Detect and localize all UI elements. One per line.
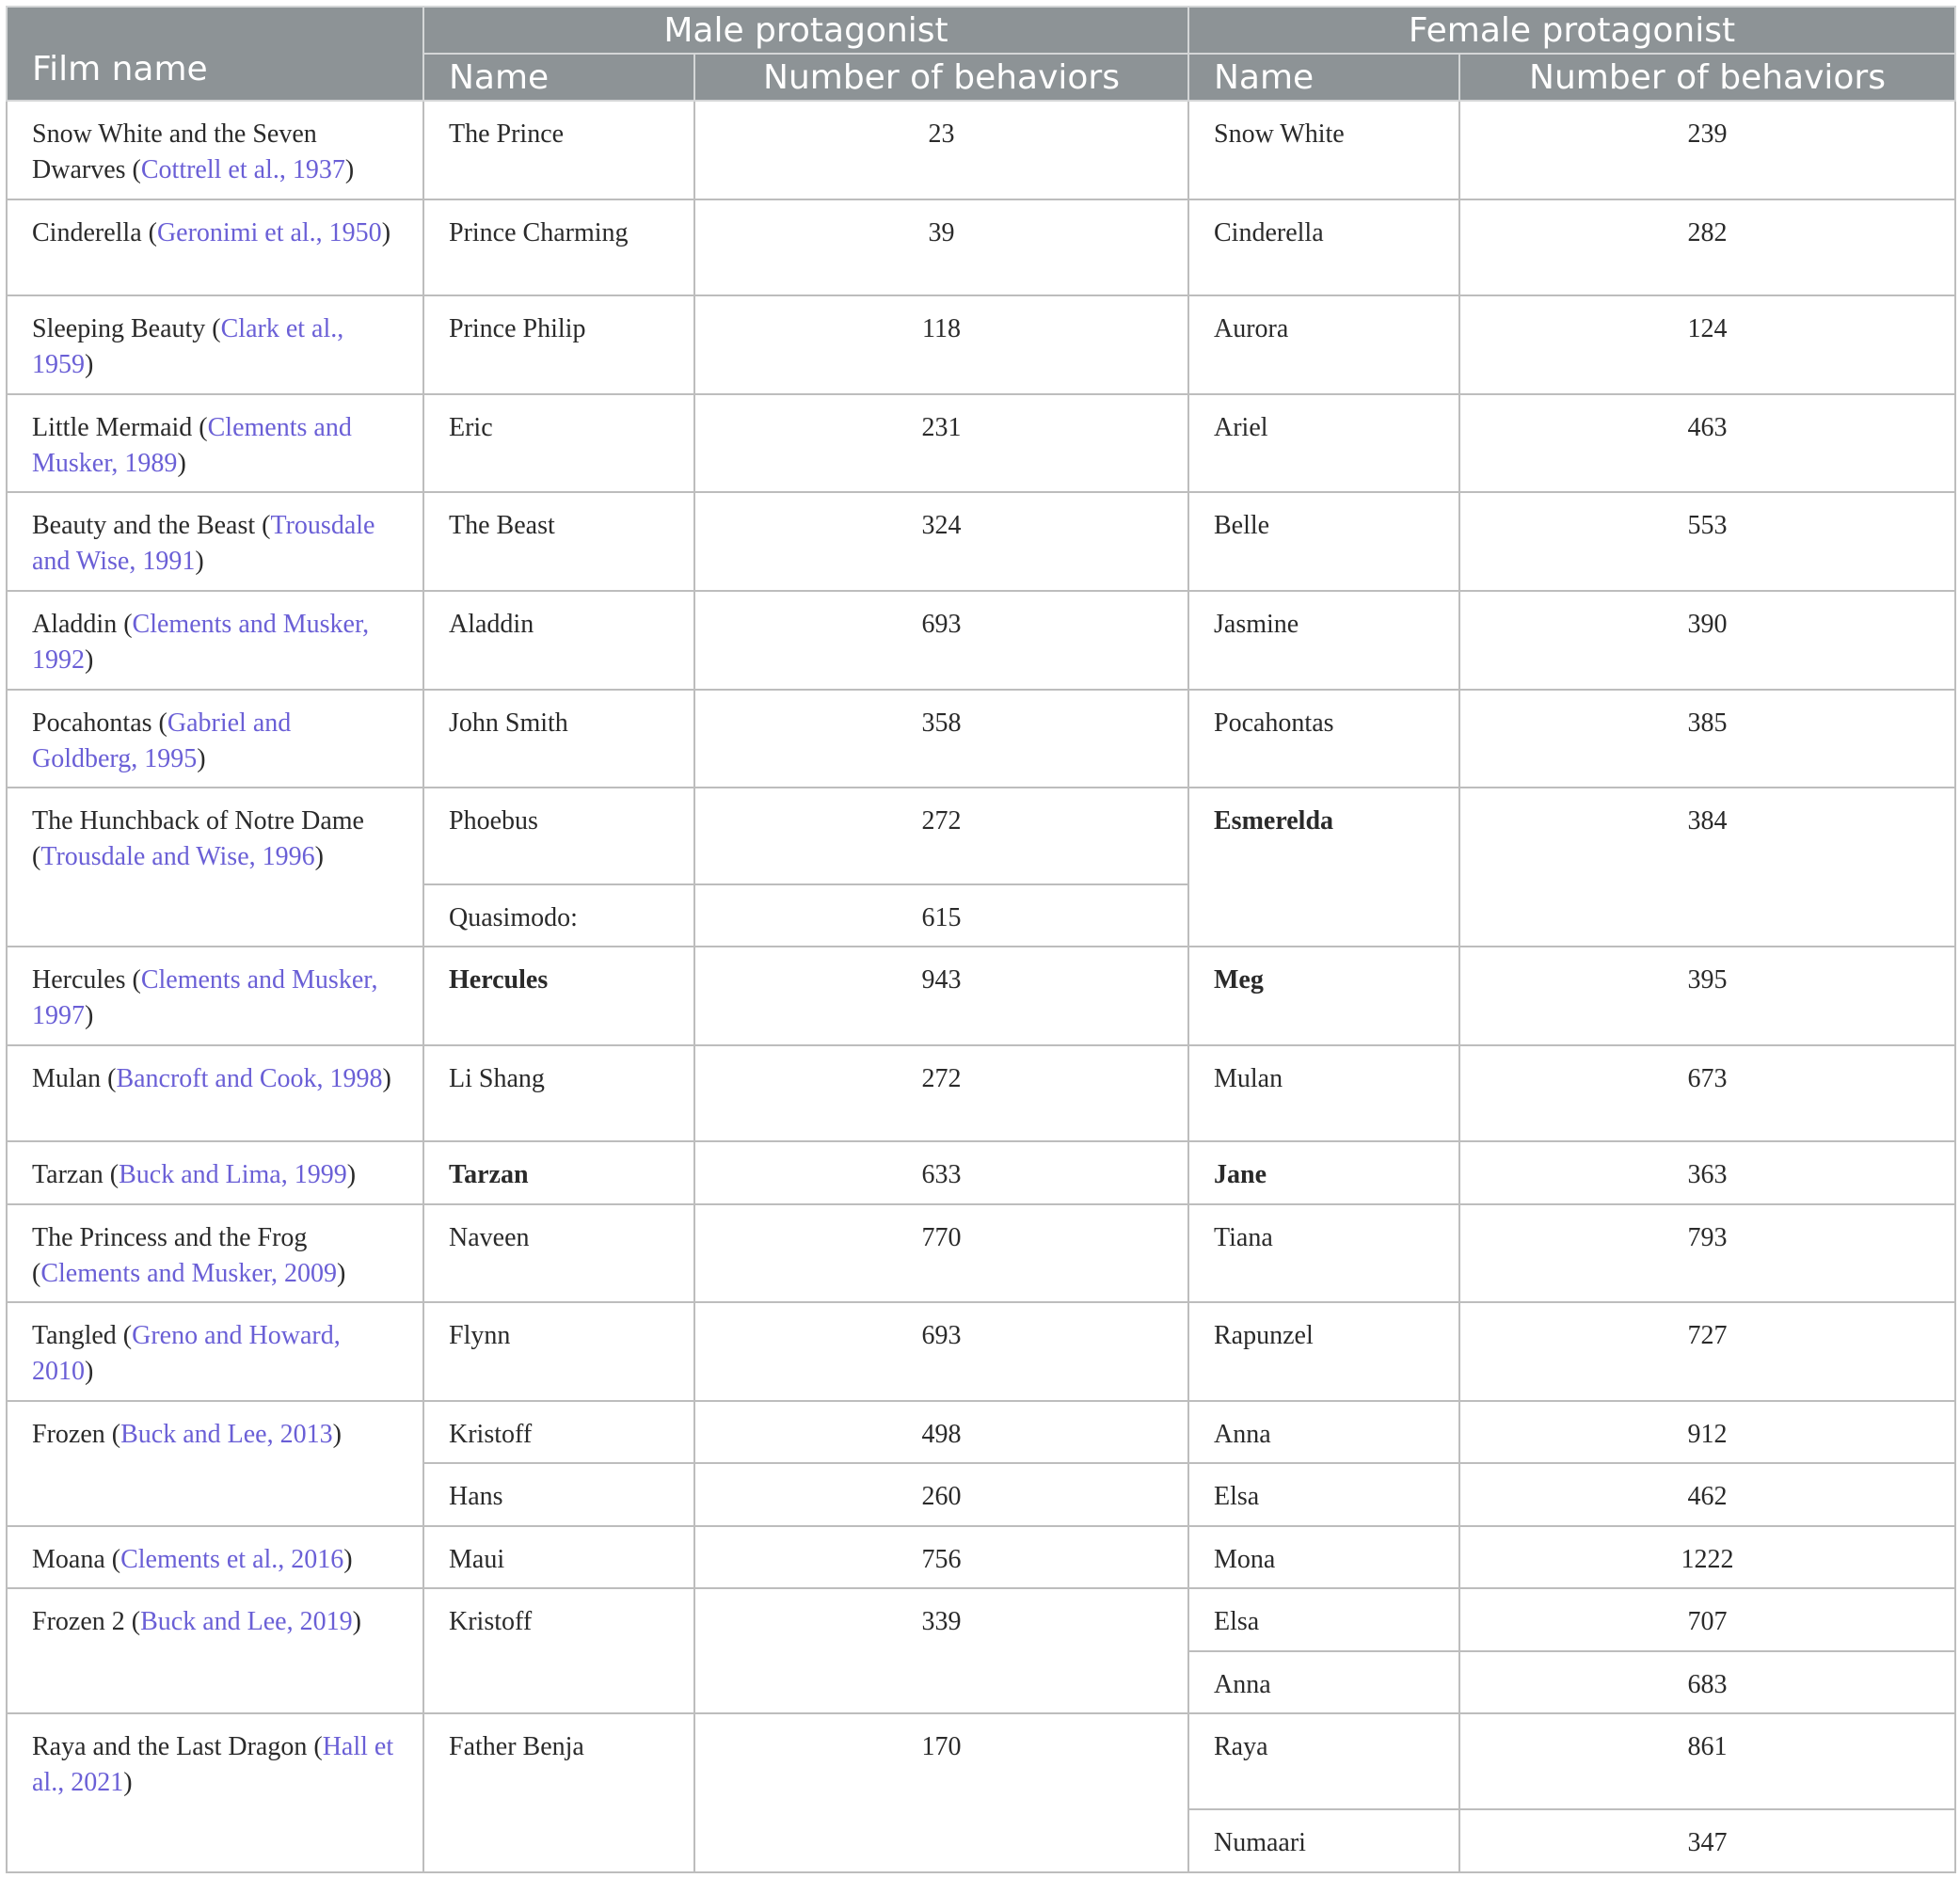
citation-link[interactable]: Greno and Howard, 2010 [32, 1321, 341, 1387]
female-count: 390 [1459, 591, 1955, 690]
female-count: 912 [1459, 1401, 1955, 1463]
film-title: The Hunchback of Notre Dame [32, 806, 364, 836]
table-row [7, 1045, 1955, 1142]
film-title: Sleeping Beauty [32, 314, 206, 344]
male-count: 39 [694, 199, 1188, 296]
citation-link[interactable]: Clements et al., 2016 [120, 1544, 344, 1574]
citation-link[interactable]: Trousdale and Wise, 1991 [32, 511, 375, 577]
male-count: 23 [694, 101, 1188, 199]
header-female-name: Name [1188, 54, 1459, 101]
female-name: Ariel [1188, 394, 1459, 493]
female-name: Elsa [1188, 1463, 1459, 1525]
female-count: 673 [1459, 1045, 1955, 1142]
film-cell: Tangled (Greno and Howard, 2010) [7, 1302, 423, 1401]
film-title: The Princess and the Frog [32, 1222, 308, 1252]
table-row [7, 1713, 1955, 1810]
table-row [7, 1141, 1955, 1203]
male-name: Maui [423, 1526, 694, 1588]
male-count: 633 [694, 1141, 1188, 1203]
male-count: 358 [694, 690, 1188, 788]
citation-link[interactable]: Buck and Lee, 2013 [120, 1420, 333, 1450]
citation-link[interactable]: Clements and Musker, 1989 [32, 412, 352, 478]
film-title: Tarzan [32, 1160, 104, 1190]
male-count: 272 [694, 788, 1188, 884]
female-count: 384 [1459, 788, 1955, 947]
citation-link[interactable]: Clark et al., 1959 [32, 314, 344, 380]
protagonist-behaviors-table [6, 6, 1956, 1873]
female-name: Jane [1188, 1141, 1459, 1203]
film-cell: Snow White and the Seven Dwarves (Cottrell et al., 1937) [7, 101, 423, 199]
male-name: Phoebus [423, 788, 694, 884]
female-count: 707 [1459, 1588, 1955, 1650]
header-male-count: Number of behaviors [694, 54, 1188, 101]
film-cell: Tarzan (Buck and Lima, 1999) [7, 1141, 423, 1203]
female-name: Mona [1188, 1526, 1459, 1588]
male-count: 170 [694, 1713, 1188, 1872]
film-cell: Sleeping Beauty (Clark et al., 1959) [7, 295, 423, 394]
citation-link[interactable]: Clements and Musker, 2009 [40, 1258, 337, 1288]
female-name: Esmerelda [1188, 788, 1459, 947]
male-name: Tarzan [423, 1141, 694, 1203]
female-count: 282 [1459, 199, 1955, 296]
male-name: Kristoff [423, 1401, 694, 1463]
female-count: 462 [1459, 1463, 1955, 1525]
male-name: Naveen [423, 1204, 694, 1303]
citation-link[interactable]: Clements and Musker, 1997 [32, 965, 378, 1031]
table-row [7, 788, 1955, 884]
table-row [7, 394, 1955, 493]
film-cell: Aladdin (Clements and Musker, 1992) [7, 591, 423, 690]
film-title: Tangled [32, 1321, 117, 1351]
film-cell: Moana (Clements et al., 2016) [7, 1526, 423, 1588]
film-cell: Little Mermaid (Clements and Musker, 1989) [7, 394, 423, 493]
female-name: Snow White [1188, 101, 1459, 199]
female-count: 553 [1459, 492, 1955, 591]
female-count: 683 [1459, 1651, 1955, 1713]
male-count: 231 [694, 394, 1188, 493]
film-title: Frozen 2 [32, 1607, 125, 1637]
film-cell: Hercules (Clements and Musker, 1997) [7, 947, 423, 1045]
female-count: 239 [1459, 101, 1955, 199]
table-row [7, 295, 1955, 394]
female-name: Elsa [1188, 1588, 1459, 1650]
male-name: Hercules [423, 947, 694, 1045]
male-count: 498 [694, 1401, 1188, 1463]
header-male-protagonist: Male protagonist [423, 7, 1188, 54]
male-count: 943 [694, 947, 1188, 1045]
header-film-name: Film name [7, 7, 423, 101]
male-count: 272 [694, 1045, 1188, 1142]
film-title: Raya and the Last Dragon [32, 1731, 308, 1761]
table-row [7, 1401, 1955, 1463]
male-name: Kristoff [423, 1588, 694, 1713]
male-count: 693 [694, 591, 1188, 690]
male-name: Flynn [423, 1302, 694, 1401]
table-row [7, 690, 1955, 788]
male-count: 615 [694, 884, 1188, 947]
male-count: 260 [694, 1463, 1188, 1525]
header-female-count: Number of behaviors [1459, 54, 1955, 101]
female-name: Cinderella [1188, 199, 1459, 296]
film-title: Hercules [32, 965, 126, 995]
film-title: Mulan [32, 1063, 102, 1093]
table-row [7, 492, 1955, 591]
film-cell: The Princess and the Frog (Clements and Musker, 2009) [7, 1204, 423, 1303]
citation-link[interactable]: Trousdale and Wise, 1996 [40, 842, 315, 872]
female-name: Mulan [1188, 1045, 1459, 1142]
male-name: Hans [423, 1463, 694, 1525]
film-title: Aladdin [32, 610, 118, 640]
film-title: Beauty and the Beast [32, 511, 256, 541]
film-cell: Frozen (Buck and Lee, 2013) [7, 1401, 423, 1526]
male-name: Father Benja [423, 1713, 694, 1872]
citation-link[interactable]: Bancroft and Cook, 1998 [116, 1063, 383, 1093]
header-male-name: Name [423, 54, 694, 101]
citation-link[interactable]: Geronimi et al., 1950 [156, 217, 382, 247]
male-name: Aladdin [423, 591, 694, 690]
male-count: 324 [694, 492, 1188, 591]
male-name: Prince Philip [423, 295, 694, 394]
male-count: 693 [694, 1302, 1188, 1401]
male-name: John Smith [423, 690, 694, 788]
film-cell: Beauty and the Beast (Trousdale and Wise, 1991) [7, 492, 423, 591]
female-name: Raya [1188, 1713, 1459, 1810]
male-name: Li Shang [423, 1045, 694, 1142]
female-count: 347 [1459, 1809, 1955, 1872]
male-count: 339 [694, 1588, 1188, 1713]
table-row [7, 101, 1955, 199]
citation-link[interactable]: Hall et al., 2021 [32, 1731, 394, 1797]
female-count: 385 [1459, 690, 1955, 788]
female-count: 463 [1459, 394, 1955, 493]
table-row [7, 1302, 1955, 1401]
female-name: Rapunzel [1188, 1302, 1459, 1401]
female-name: Pocahontas [1188, 690, 1459, 788]
male-name: The Prince [423, 101, 694, 199]
female-count: 395 [1459, 947, 1955, 1045]
female-count: 793 [1459, 1204, 1955, 1303]
header-female-protagonist: Female protagonist [1188, 7, 1955, 54]
film-title: Little Mermaid [32, 412, 193, 442]
male-count: 770 [694, 1204, 1188, 1303]
citation-link[interactable]: Cottrell et al., 1937 [140, 155, 345, 184]
female-count: 861 [1459, 1713, 1955, 1810]
citation-link[interactable]: Buck and Lima, 1999 [119, 1160, 347, 1190]
female-name: Anna [1188, 1651, 1459, 1713]
female-count: 727 [1459, 1302, 1955, 1401]
female-count: 1222 [1459, 1526, 1955, 1588]
female-name: Tiana [1188, 1204, 1459, 1303]
table-row [7, 199, 1955, 296]
film-cell: The Hunchback of Notre Dame (Trousdale and Wise, 1996) [7, 788, 423, 947]
female-name: Anna [1188, 1401, 1459, 1463]
film-title: Snow White and the Seven Dwarves [32, 119, 317, 184]
citation-link[interactable]: Buck and Lee, 2019 [140, 1607, 353, 1637]
citation-link[interactable]: Clements and Musker, 1992 [32, 610, 370, 676]
female-count: 363 [1459, 1141, 1955, 1203]
film-title: Frozen [32, 1420, 105, 1450]
table-row [7, 1204, 1955, 1303]
citation-link[interactable]: Gabriel and Goldberg, 1995 [32, 708, 292, 773]
male-name: The Beast [423, 492, 694, 591]
film-title: Cinderella [32, 217, 142, 247]
film-cell: Frozen 2 (Buck and Lee, 2019) [7, 1588, 423, 1713]
female-name: Numaari [1188, 1809, 1459, 1872]
table-row [7, 947, 1955, 1045]
female-name: Aurora [1188, 295, 1459, 394]
male-name: Prince Charming [423, 199, 694, 296]
film-title: Pocahontas [32, 708, 152, 738]
film-cell: Pocahontas (Gabriel and Goldberg, 1995) [7, 690, 423, 788]
film-cell: Cinderella (Geronimi et al., 1950) [7, 199, 423, 296]
male-name: Eric [423, 394, 694, 493]
film-cell: Mulan (Bancroft and Cook, 1998) [7, 1045, 423, 1142]
female-name: Meg [1188, 947, 1459, 1045]
male-count: 756 [694, 1526, 1188, 1588]
table-row [7, 1588, 1955, 1650]
table-row [7, 591, 1955, 690]
table-row [7, 1526, 1955, 1588]
female-name: Belle [1188, 492, 1459, 591]
film-cell: Raya and the Last Dragon (Hall et al., 2021) [7, 1713, 423, 1872]
film-title: Moana [32, 1544, 105, 1574]
female-count: 124 [1459, 295, 1955, 394]
male-name: Quasimodo: [423, 884, 694, 947]
female-name: Jasmine [1188, 591, 1459, 690]
male-count: 118 [694, 295, 1188, 394]
